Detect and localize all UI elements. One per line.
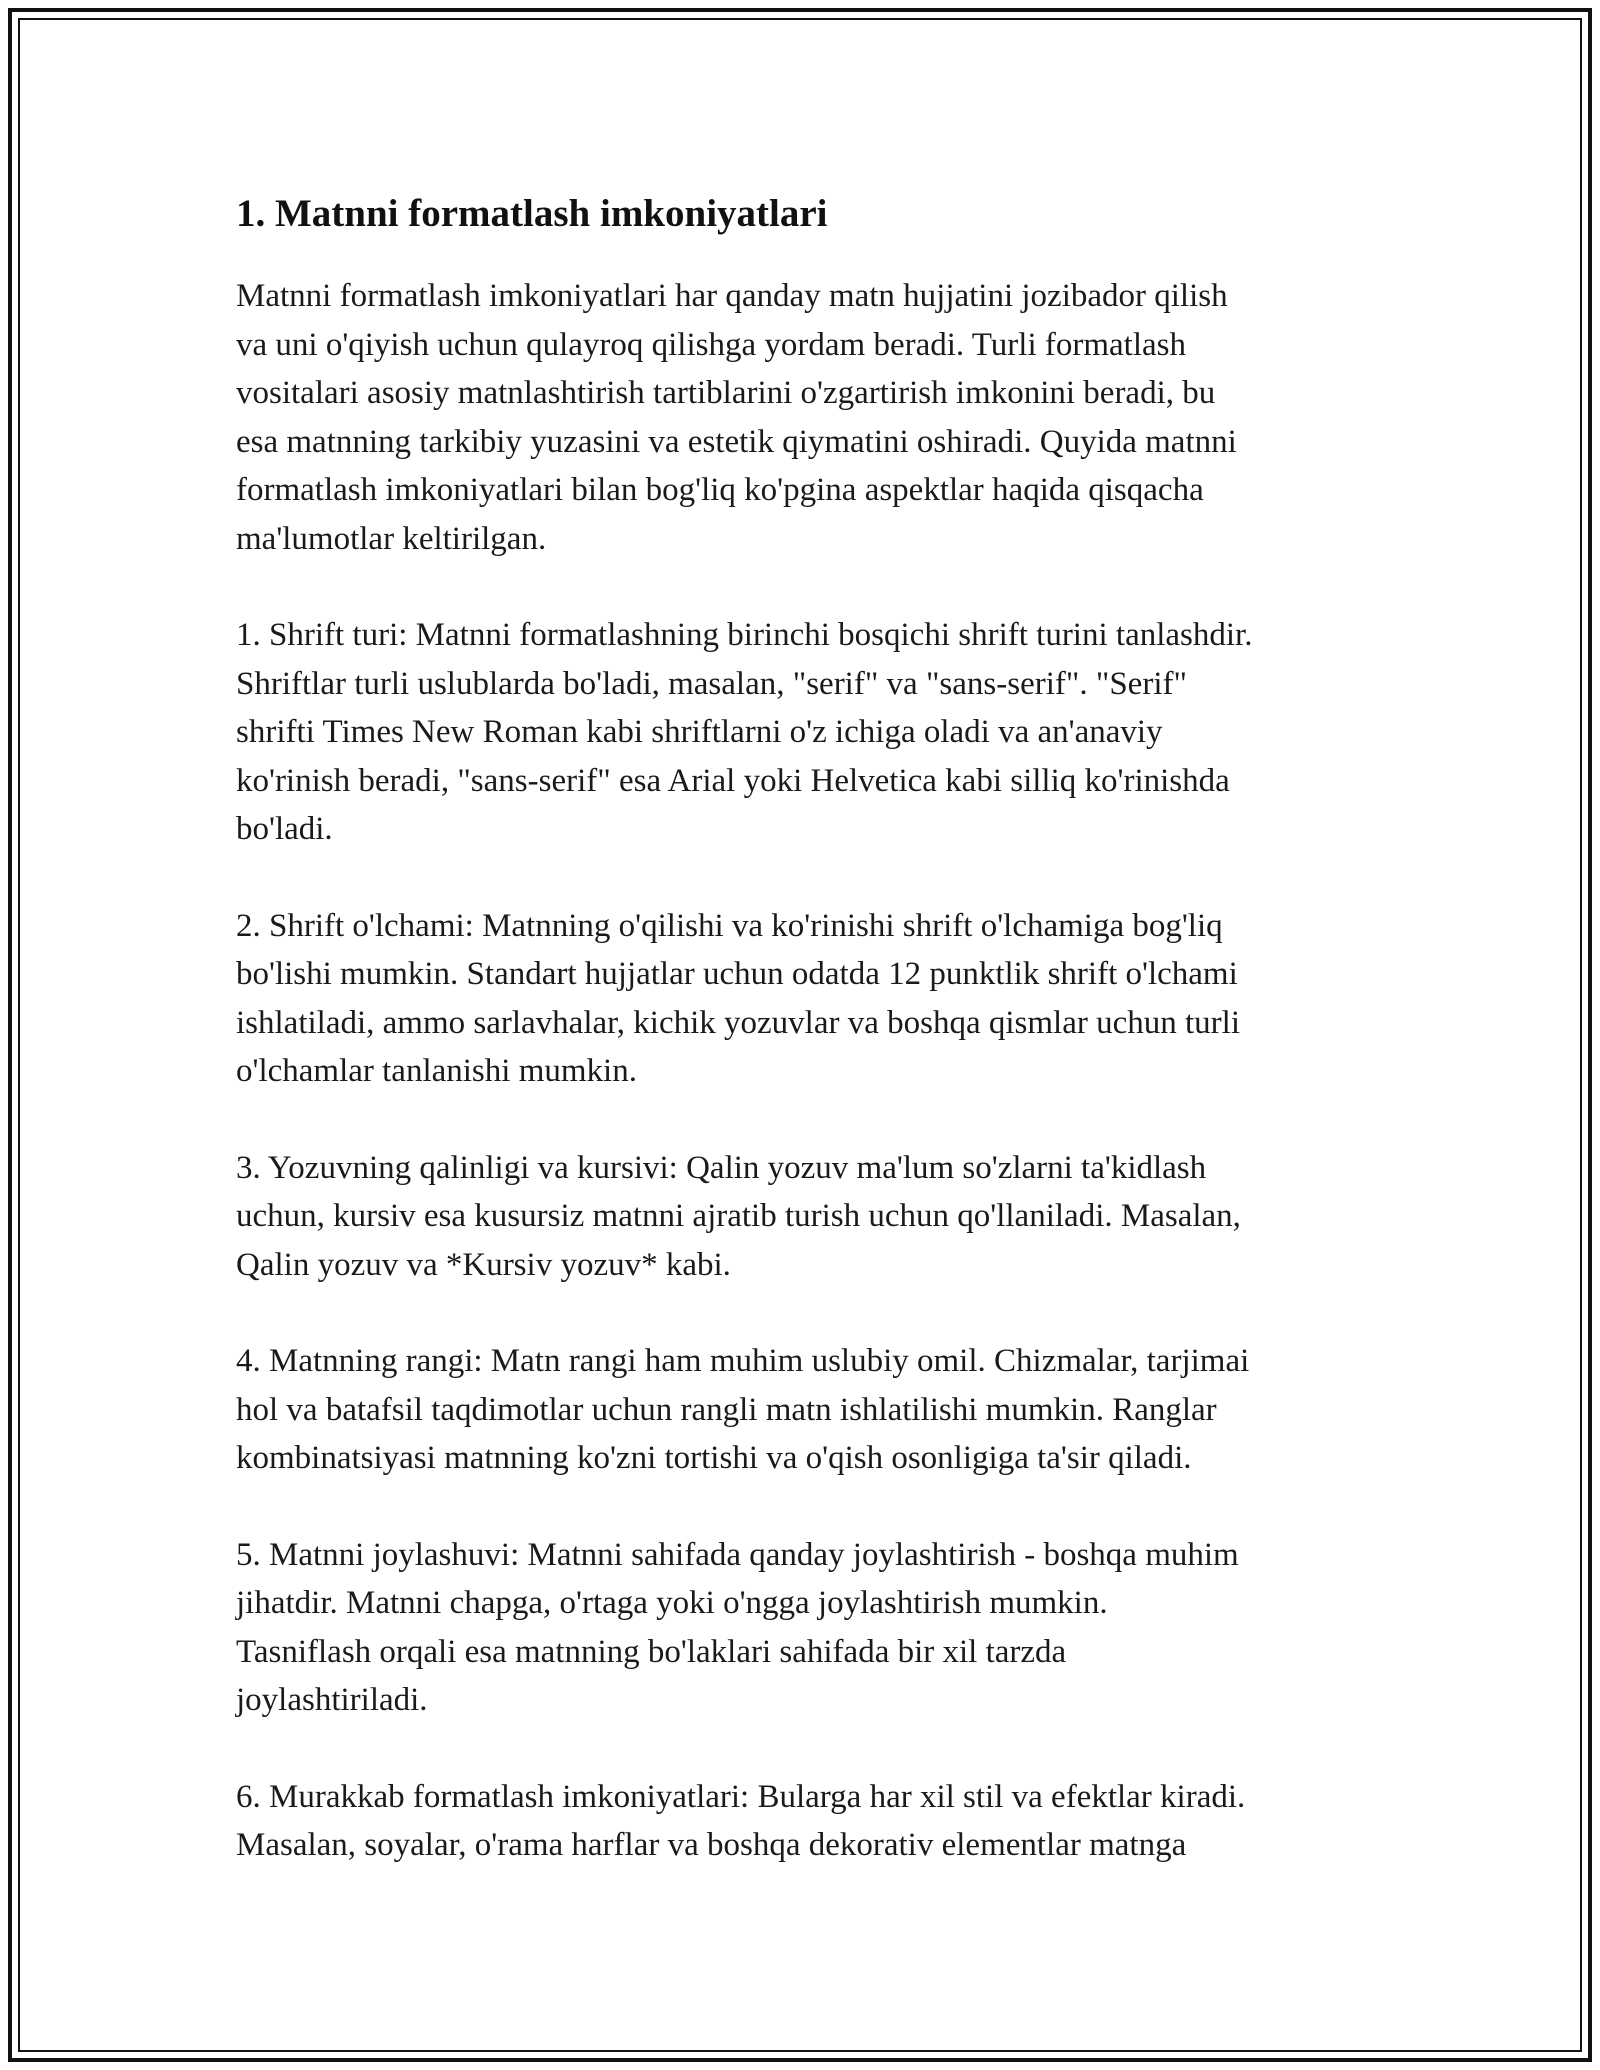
paragraph-text-alignment: 5. Matnni joylashuvi: Matnni sahifada qanday joylashtirish - boshqa muhim jihatdir. Matnni chapga, o'rtaga yoki o'ngga joylashtirish mumkin. Tasniflash orqali esa matnning bo'laklari sahifada bir xil tarzda joylashtiriladi. [236, 1536, 1239, 1718]
paragraph-text-color: 4. Matnning rangi: Matn rangi ham muhim uslubiy omil. Chizmalar, tarjimai hol va batafsil taqdimotlar uchun rangli matn ishlatilishi mumkin. Ranglar kombinatsiyasi matnning ko'zni tortishi va o'qish osonligiga ta'sir qiladi. [236, 1343, 1250, 1476]
paragraph-bold-italic: 3. Yozuvning qalinligi va kursivi: Qalin yozuv ma'lum so'zlarni ta'kidlash uchun, kursiv esa kusursiz matnni ajratib turish uchun qo'llaniladi. Masalan, Qalin yozuv va *Kursiv yozuv* kabi. [236, 1149, 1241, 1283]
paragraph-font-type: 1. Shrift turi: Matnni formatlashning birinchi bosqichi shrift turini tanlashdir. Shriftlar turli uslublarda bo'ladi, masalan, "serif" va "sans-serif". "Serif" shrifti Times New Roman kabi shriftlarni o'z ichiga oladi va an'anaviy ko'rinish beradi, "sans-serif" esa Arial yoki Helvetica kabi silliq ko'rinishda bo'ladi. [236, 617, 1253, 847]
paragraph-advanced-formatting: 6. Murakkab formatlash imkoniyatlari: Bularga har xil stil va efektlar kiradi. Masalan, soyalar, o'rama harflar va boshqa dekorativ elementlar matnga [236, 1778, 1246, 1863]
document-title: 1. Matnni formatlash imkoniyatlari [236, 192, 828, 235]
document-body [236, 188, 1396, 1918]
intro-paragraph: Matnni formatlash imkoniyatlari har qanday matn hujjatini jozibador qilish va uni o'qiyish uchun qulayroq qilishga yordam beradi. Turli formatlash vositalari asosiy matnlashtirish tartiblarini o'zgartirish imkonini beradi, bu esa matnning tarkibiy yuzasini va estetik qiymatini oshiradi. Quyida matnni formatlash imkoniyatlari bilan bog'liq ko'pgina aspektlar haqida qisqacha ma'lumotlar keltirilgan. [236, 278, 1237, 557]
paragraph-font-size: 2. Shrift o'lchami: Matnning o'qilishi va ko'rinishi shrift o'lchamiga bog'liq bo'lishi mumkin. Standart hujjatlar uchun odatda 12 punktlik shrift o'lchami ishlatiladi, ammo sarlavhalar, kichik yozuvlar va boshqa qismlar uchun turli o'lchamlar tanlanishi mumkin. [236, 907, 1241, 1089]
